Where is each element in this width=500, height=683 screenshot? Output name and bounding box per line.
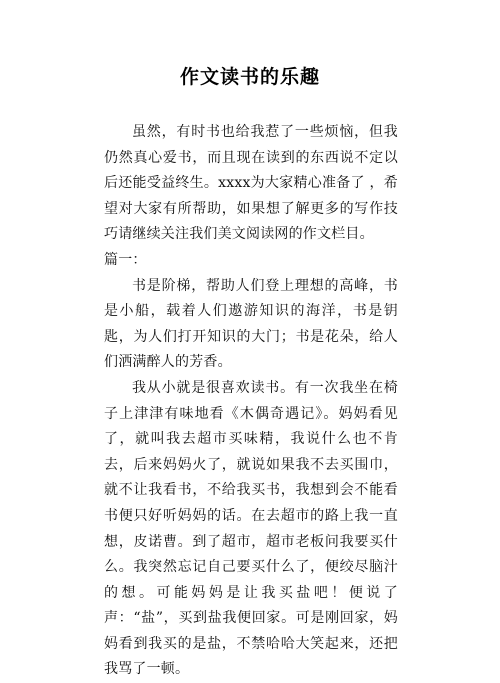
paragraph-intro: 虽然，有时书也给我惹了一些烦恼，但我仍然真心爱书，而且现在读到的东西说不定以后还能受益终生。xxxx为大家精心准备了 ，希望对大家有所帮助，如果想了解更多的写作技巧请继续关注我们美文阅读网的作文栏目。 [104,124,398,243]
document-body [104,120,398,683]
paragraph-1: 书是阶梯，帮助人们登上理想的高峰，书是小船，载着人们遨游知识的海洋，书是钥匙，为人们打开知识的大门；书是花朵，给人们洒满醉人的芳香。 [104,277,398,371]
document-title: 作文读书的乐趣 [179,66,320,88]
section-heading: 篇一： [104,251,147,268]
paragraph-2: 我从小就是很喜欢读书。有一次我坐在椅子上津津有味地看《木偶奇遇记》。妈妈看见了，就叫我去超市买味精，我说什么也不肯去，后来妈妈火了，就说如果我不去买围巾，就不让我看书，不给我买书，我想到会不能看书便只好听妈妈的话。在去超市的路上我一直想，皮诺曹。到了超市，超市老板问我要买什么。我突然忘记自己要买什么了，便绞尽脑汁的想。可能妈妈是让我买盐吧！便说了声：“盐”，买到盐我便回家。可是刚回家，妈妈看到我买的是盐，不禁哈哈大笑起来，还把我骂了一顿。 [104,379,398,678]
